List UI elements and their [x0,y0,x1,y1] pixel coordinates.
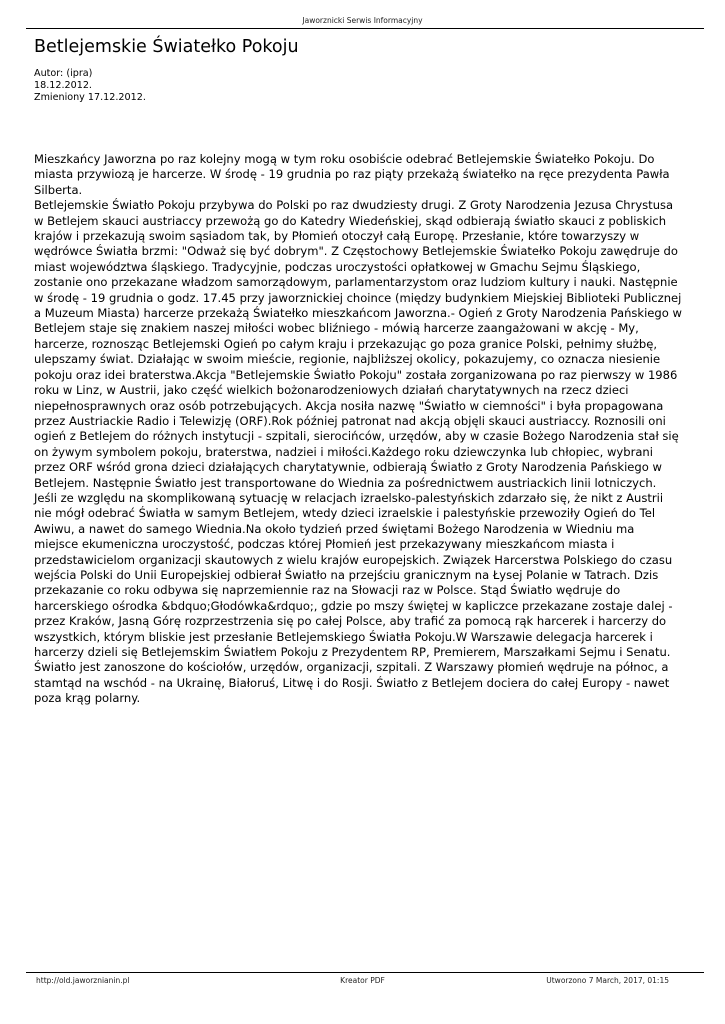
article-date: 18.12.2012. [34,80,92,92]
article-paragraph-main: Betlejemskie Światło Pokoju przybywa do Polski po raz dwudziesty drugi. Z Groty Narodzenia Jezusa Chrystusa w Betlejem skauci austriaccy przewożą go do Katedry Wiedeńskiej, skąd odbierają światło skauci z pobliskich krajów i przekazują swoim sąsiadom tak, by Płomień otoczył całą Europę. Przesłanie, które towarzyszy w wędrówce Światła brzmi: "Odważ się być dobrym". Z Częstochowy Betlejemskie Światełko Pokoju zawędruje do miast województwa śląskiego. Tradycyjnie, podczas uroczystości opłatkowej w Gmachu Sejmu Śląskiego, zostanie ono przekazane władzom samorządowym, parlamentarzystom oraz ludziom kultury i nauki. Następnie w środę - 19 grudnia o godz. 17.45 przy jaworznickiej choince (między budynkiem Miejskiej Biblioteki Publicznej a Muzeum Miasta) harcerze przekażą Światełko mieszkańcom Jaworzna.- Ogień z Groty Narodzenia Pańskiego w Betlejem staje się znakiem naszej miłości wobec bliźniego - mówią harcerze zaangażowani w akcję - My, harcerze, roznosząc Betlejemski Ogień po całym kraju i przekazując go poza granice Polski, pełnimy służbę, ulepszamy świat. Działając w swoim mieście, regionie, najbliższej okolicy, pokazujemy, co oznacza niesienie pokoju oraz idei braterstwa.Akcja "Betlejemskie Światło Pokoju" została zorganizowana po raz pierwszy w 1986 roku w Linz, w Austrii, jako część wielkich bożonarodzeniowych działań charytatywnych na rzecz dzieci niepełnosprawnych oraz osób potrzebujących. Akcja nosiła nazwę "Światło w ciemności" i była propagowana przez Austriackie Radio i Telewizję (ORF).Rok później patronat nad akcją objęli skauci austriaccy. Roznosili oni ogień z Betlejem do różnych instytucji - szpitali, sierocińców, urzędów, aby w czasie Bożego Narodzenia stał się on żywym symbolem pokoju, braterstwa, nadziei i miłości.Każdego roku dziewczynka lub chłopiec, wybrani przez ORF wśród grona dzieci działających charytatywnie, odbierają Światło z Groty Narodzenia Pańskiego w Betlejem. Następnie Światło jest transportowane do Wiednia za pośrednictwem austriackich linii lotniczych. Jeśli ze względu na skomplikowaną sytuację w relacjach izraelsko-palestyńskich zdarzało się, że nikt z Austrii nie mógł odebrać Światła w samym Betlejem, wtedy dzieci izraelskie i palestyńskie przewoziły Ogień do Tel Awiwu, a nawet do samego Wiednia.Na około tydzień przed świętami Bożego Narodzenia w Wiedniu ma miejsce ekumeniczna uroczystość, podczas której Płomień jest przekazywany mieszkańcom miasta i przedstawicielom organizacji skautowych z wielu krajów europejskich. Związek Harcerstwa Polskiego do czasu wejścia Polski do Unii Europejskiej odbierał Światło na przejściu granicznym na Łysej Polanie w Tatrach. Dzis przekazanie co roku odbywa się naprzemiennie raz na Słowacji raz w Polsce. Stąd Światło wędruje do harcerskiego ośrodka &bdquo;Głodówka&rdquo;, gdzie po mszy świętej w kapliczce przekazane zostaje dalej - przez Kraków, Jasną Górę rozprzestrzenia się po całej Polsce, aby trafić za pomocą rąk harcerek i harcerzy do wszystkich, którym bliskie jest przesłanie Betlejemskiego Światła Pokoju.W Warszawie delegacja harcerek i harcerzy dzieli się Betlejemskim Światłem Pokoju z Prezydentem RP, Premierem, Marszałkami Sejmu i Senatu. Światło jest zanoszone do kościołów, urzędów, organizacji, szpitali. Z Warszawy płomień wędruje na północ, a stamtąd na wschód - na Ukrainę, Białoruś, Litwę i do Rosji. Światło z Betlejem dociera do całej Europy - nawet poza krąg polarny. [34,198,682,706]
article-paragraph-lead: Mieszkańcy Jaworzna po raz kolejny mogą w tym roku osobiście odebrać Betlejemskie Światełko Pokoju. Do miasta przywiozą je harcerze. W środę - 19 grudnia po raz piąty przekażą światełko na ręce prezydenta Pawła Silberta. [34,152,670,197]
article-body [34,152,682,707]
page-footer [0,976,725,988]
article-meta [34,68,146,105]
article-author: Autor: (ipra) [34,68,93,79]
article-modified-date: Zmieniony 17.12.2012. [34,92,146,104]
site-header: Jaworznicki Serwis Informacyjny [302,16,423,25]
footer-divider [26,972,704,973]
footer-generator: Kreator PDF [340,976,385,985]
footer-url: http://old.jaworznianin.pl [36,976,130,985]
header-divider [26,28,704,29]
article-title: Betlejemskie Światełko Pokoju [34,37,299,57]
footer-created-date: Utworzono 7 March, 2017, 01:15 [546,976,669,985]
